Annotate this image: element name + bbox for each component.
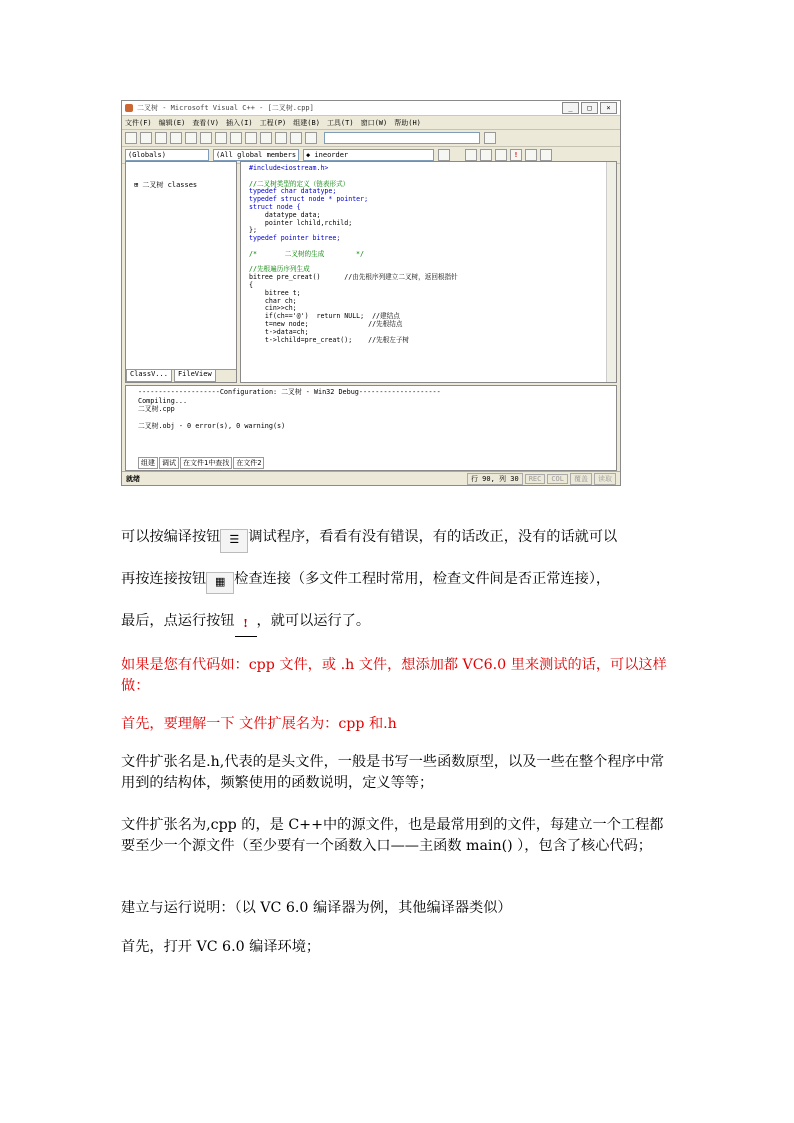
status-rec: REC (525, 474, 546, 484)
paragraph-header-file: 文件扩张名是.h,代表的是头文件，一般是书写一些函数原型，以及一些在整个程序中常用到的结构体，频繁使用的函数说明，定义等等； (121, 754, 665, 791)
code-text (249, 165, 616, 344)
compile-icon: ☰ (220, 529, 248, 553)
run-toolbar-icon[interactable]: ! (510, 149, 522, 161)
window-list-icon[interactable] (290, 132, 302, 144)
code-line: t->lchild=pre_creat(); //先根左子树 (249, 335, 410, 344)
close-button[interactable]: × (600, 102, 617, 114)
find-combo[interactable] (324, 132, 480, 144)
save-icon[interactable] (155, 132, 167, 144)
paragraph-open-vc: 首先，打开 VC 6.0 编译环境； (121, 939, 321, 955)
find-icon[interactable] (484, 132, 496, 144)
paragraph-red-ext: 首先，要理解一下 文件扩展名为：cpp 和.h (121, 716, 397, 732)
title-bar (122, 101, 620, 116)
paragraph-build-run: 建立与运行说明：（以 VC 6.0 编译器为例，其他编译器类似） (121, 900, 512, 916)
paragraph-compile (121, 527, 677, 553)
code-line: t=new node; //先根结点 (249, 319, 403, 328)
new-file-icon[interactable] (125, 132, 137, 144)
tab-debug[interactable]: 调试 (159, 457, 179, 469)
menu-file[interactable]: 文件(F) (125, 118, 152, 127)
link-icon: ▦ (206, 572, 234, 594)
output-line: --------------------Configuration: 二叉树 - Win32 Debug-------------------- (138, 388, 441, 396)
workspace-icon[interactable] (260, 132, 272, 144)
go-icon[interactable] (525, 149, 537, 161)
p2-text-a: 再按连接按钮 (121, 571, 207, 587)
main-panes (125, 161, 617, 383)
menu-bar (122, 116, 620, 130)
code-line: }; (249, 226, 257, 235)
status-ready: 就绪 (126, 474, 140, 483)
code-line: typedef char datatype; (249, 187, 337, 196)
maximize-button[interactable]: □ (581, 102, 598, 114)
code-line: //二叉树类型的定义（链表形式） (249, 179, 350, 188)
code-line: { (249, 280, 253, 289)
menu-edit[interactable]: 编辑(E) (158, 118, 186, 127)
code-line: /* 二叉树的生成 */ (249, 249, 364, 258)
editor-scrollbar[interactable] (606, 162, 616, 382)
run-icon: ! (235, 614, 257, 637)
paragraph-red-intro: 如果是您有代码如：cpp 文件，或 .h 文件，想添加都 VC6.0 里来测试的话，可以这样做： (121, 657, 667, 694)
code-line: #include<iostream.h> (249, 164, 329, 172)
code-line: typedef struct node * pointer; (249, 195, 369, 204)
function-combo[interactable]: ◆ ineorder (303, 149, 434, 161)
breakpoint-icon[interactable] (540, 149, 552, 161)
find-in-files-icon[interactable] (305, 132, 317, 144)
code-line: t->data=ch; (249, 327, 309, 336)
minimize-button[interactable]: _ (562, 102, 579, 114)
p1-text-a: 可以按编译按钮 (121, 529, 221, 545)
tab-fileview[interactable]: FileView (174, 370, 216, 382)
code-line: typedef pointer bitree; (249, 234, 341, 243)
menu-tools[interactable]: 工具(T) (326, 118, 354, 127)
output-tabs (138, 457, 265, 469)
output-line: 二叉树.obj - 0 error(s), 0 warning(s) (138, 422, 286, 431)
output-line: Compiling... (138, 396, 188, 405)
tab-find2[interactable]: 在文件2 (233, 457, 264, 469)
code-line: struct node { (249, 202, 301, 211)
output-icon[interactable] (275, 132, 287, 144)
menu-help[interactable]: 帮助(H) (394, 118, 421, 127)
code-line: pointer lchild,rchild; (249, 218, 353, 227)
menu-window[interactable]: 窗口(W) (360, 118, 388, 127)
workspace-tabs (126, 369, 236, 382)
status-read: 读取 (594, 473, 616, 485)
output-pane (125, 385, 617, 471)
menu-project[interactable]: 工程(P) (259, 118, 287, 127)
paste-icon[interactable] (215, 132, 227, 144)
tab-classview[interactable]: ClassV... (126, 370, 172, 382)
paragraph-run (121, 611, 677, 637)
standard-toolbar (122, 130, 620, 147)
p2-text-b: 检查连接（多文件工程时常用，检查文件间是否正常连接）， (234, 571, 611, 587)
vc6-screenshot (121, 100, 621, 486)
wizard-action-icon[interactable] (438, 149, 450, 161)
members-combo[interactable]: (All global members (213, 149, 299, 161)
p3-text-a: 最后，点运行按钮 (121, 613, 235, 629)
compile-toolbar-icon[interactable] (465, 149, 477, 161)
paragraph-link (121, 569, 677, 594)
save-all-icon[interactable] (170, 132, 182, 144)
output-text (138, 388, 616, 431)
app-icon (125, 104, 133, 112)
build-toolbar-icon[interactable] (480, 149, 492, 161)
status-position: 行 90, 列 30 (467, 473, 523, 485)
paragraph-source-file: 文件扩张名为,cpp 的，是 C++中的源文件，也是最常用到的文件，每建立一个工程都要至少一个源文件（至少要有一个函数入口——主函数 main() ），包含了核心代码； (121, 817, 664, 854)
stop-build-icon[interactable] (495, 149, 507, 161)
code-editor[interactable] (240, 161, 617, 383)
tab-build[interactable]: 组建 (138, 457, 158, 469)
status-bar (122, 471, 620, 485)
menu-build[interactable]: 组建(B) (293, 118, 320, 127)
p3-text-b: ，就可以运行了。 (256, 613, 371, 629)
menu-view[interactable]: 查看(V) (192, 118, 219, 127)
p1-text-b: 调试程序，看看有没有错误，有的话改正，没有的话就可以 (248, 529, 618, 545)
code-line: char ch; (249, 296, 297, 305)
undo-icon[interactable] (230, 132, 242, 144)
status-col: COL (547, 474, 568, 484)
status-ovr: 覆盖 (570, 473, 592, 485)
code-line: bitree pre_creat() //由先根序列建立二叉树，返回根指针 (249, 273, 458, 282)
globals-combo[interactable]: (Globals) (125, 149, 209, 161)
workspace-pane (125, 161, 237, 383)
tab-find1[interactable]: 在文件1中查找 (180, 457, 232, 469)
open-icon[interactable] (140, 132, 152, 144)
menu-insert[interactable]: 插入(I) (225, 118, 253, 127)
window-title: 二叉树 - Microsoft Visual C++ - [二叉树.cpp] (137, 104, 314, 112)
code-line: cin>>ch; (249, 304, 297, 313)
code-line: if(ch=='@') return NULL; //建结点 (249, 312, 400, 321)
redo-icon[interactable] (245, 132, 257, 144)
code-line: datatype data; (249, 210, 321, 219)
output-line: 二叉树.cpp (138, 405, 175, 414)
code-line: bitree t; (249, 288, 301, 297)
cut-icon[interactable] (185, 132, 197, 144)
code-line: //先根遍历序列生成 (249, 265, 310, 274)
class-tree-item[interactable]: ⊞ 二叉树 classes (134, 181, 198, 189)
copy-icon[interactable] (200, 132, 212, 144)
